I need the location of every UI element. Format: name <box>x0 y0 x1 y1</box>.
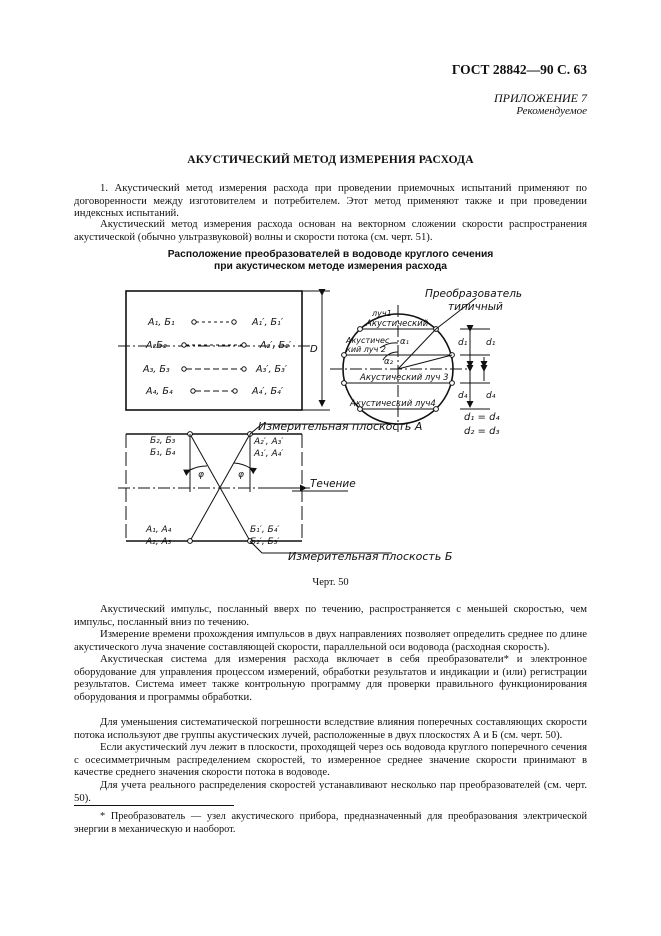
label-bl2: A₂, A₃ <box>146 537 172 547</box>
appendix-subtitle: Рекомендуемое <box>516 105 587 117</box>
body-paragraph-1: Акустический импульс, посланный вверх по течению, распространяется с меньшей скоростью, чем импульс, посланный вниз по течению. <box>74 603 587 628</box>
label-d1: d₁ <box>458 338 468 348</box>
row-2 <box>182 343 246 347</box>
label-bl1: A₁, A₄ <box>146 525 172 535</box>
label-alpha1: α₁ <box>400 337 410 347</box>
label-transducer-2: типичный <box>448 301 503 313</box>
label-eq1: d₁ = d₄ <box>464 412 500 423</box>
figure-caption: Черт. 50 <box>312 577 349 588</box>
label-d4: d₄ <box>458 391 468 401</box>
label-d4b: d₄ <box>486 391 496 401</box>
section-title: АКУСТИЧЕСКИЙ МЕТОД ИЗМЕРЕНИЯ РАСХОДА <box>187 154 474 166</box>
label-beam2-a: Акустичес <box>346 336 390 345</box>
label-br1: Б₁′, Б₄′ <box>250 525 280 535</box>
label-beam4: Акустический луч4 <box>350 399 436 409</box>
label-row1-right: A₁′, Б₁′ <box>252 317 283 328</box>
footnote: * Преобразователь — узел акустического прибора, предназначенный для преобразования электрической энергии в механическую и наоборот. <box>74 811 587 835</box>
figure-title-line-2: при акустическом методе измерения расхода <box>214 260 447 272</box>
label-row4-right: A₄′, Б₄′ <box>252 386 283 397</box>
footnote-separator <box>74 805 234 806</box>
intro-paragraph-1: 1. Акустический метод измерения расхода при проведении приемочных испытаний применяют по договоренности между изготовителем и потребителем. Этот метод применяют также и при проведении индексных испытаний. <box>74 182 587 219</box>
label-row2-left: A₂Б₂ <box>146 340 167 351</box>
appendix-title: ПРИЛОЖЕНИЕ 7 <box>494 91 587 105</box>
label-br2: Б₂′, Б₃′ <box>250 537 280 547</box>
label-beam1-b: Акустический <box>366 319 429 329</box>
label-beam3: Акустический луч 3 <box>360 373 449 383</box>
label-beam1-a: луч1 <box>372 309 392 318</box>
body-paragraph-2: Измерение времени прохождения импульсов в двух направлениях позволяет определить среднее по длине акустического луча значение составляющей скорости, параллельной оси водовода (расходная скорость). <box>74 628 587 653</box>
label-row2-right: A₂′, Б₂′ <box>260 340 291 351</box>
body-paragraph-4: Для уменьшения систематической погрешности вследствие влияния поперечных составляющих скорости потока используют две группы акустических лучей, расположенные в двух плоскостях А и Б (см. черт. 50). <box>74 716 587 741</box>
label-flow: Течение <box>310 478 356 490</box>
label-row4-left: A₄, Б₄ <box>146 386 173 397</box>
label-phi-left: φ <box>198 470 204 480</box>
label-d1b: d₁ <box>486 338 496 348</box>
label-beam2-b: кий луч 2 <box>346 345 386 354</box>
row-1 <box>192 320 236 324</box>
body-paragraph-5: Если акустический луч лежит в плоскости, проходящей через ось водовода круглого поперечного сечения с осесимметричным распределением скоростей, то измеренное среднее значение скорости принимают в качестве среднего значения скорости потока в водоводе. <box>74 741 587 778</box>
row-4 <box>191 389 237 393</box>
label-row3-left: A₃, Б₃ <box>143 364 170 375</box>
body-paragraph-6: Для учета реального распределения скоростей устанавливают несколько пар преобразователей (см. черт. 50). <box>74 779 587 804</box>
label-diameter: D <box>310 344 318 355</box>
label-tl2: Б₁, Б₄ <box>150 448 176 458</box>
intro-paragraph-2: Акустический метод измерения расхода основан на векторном сложении скорости распространения акустической (обычно ультразвуковой) волны и скорости потока (см. черт. 51). <box>74 218 587 243</box>
label-tr2: A₁′, A₄′ <box>254 449 284 459</box>
label-phi-right: φ <box>238 470 244 480</box>
label-plane-a: Измерительная плоскость А <box>258 420 423 433</box>
label-transducer-1: Преобразователь <box>425 288 523 300</box>
label-eq2: d₂ = d₃ <box>464 426 500 437</box>
label-tr1: A₂′, A₃′ <box>254 437 284 447</box>
row-3 <box>182 367 246 371</box>
label-alpha2: α₂ <box>384 357 394 367</box>
body-paragraph-3: Акустическая система для измерения расхода включает в себя преобразователи* и электронное оборудование для управления процессом измерений, обработки результатов и индикации и (или) регистрации результатов. Система имеет также контрольную программу для проверки правильного функционирования оборудования и программы обработки. <box>74 653 587 703</box>
figure-title-line-1: Расположение преобразователей в водоводе круглого сечения <box>167 249 494 260</box>
label-row1-left: A₁, Б₁ <box>148 317 175 328</box>
page-header: ГОСТ 28842—90 С. 63 <box>451 62 587 77</box>
label-row3-right: A₃′, Б₃′ <box>256 364 287 375</box>
label-plane-b: Измерительная плоскость Б <box>288 550 453 563</box>
label-tl1: Б₂, Б₃ <box>150 436 176 446</box>
